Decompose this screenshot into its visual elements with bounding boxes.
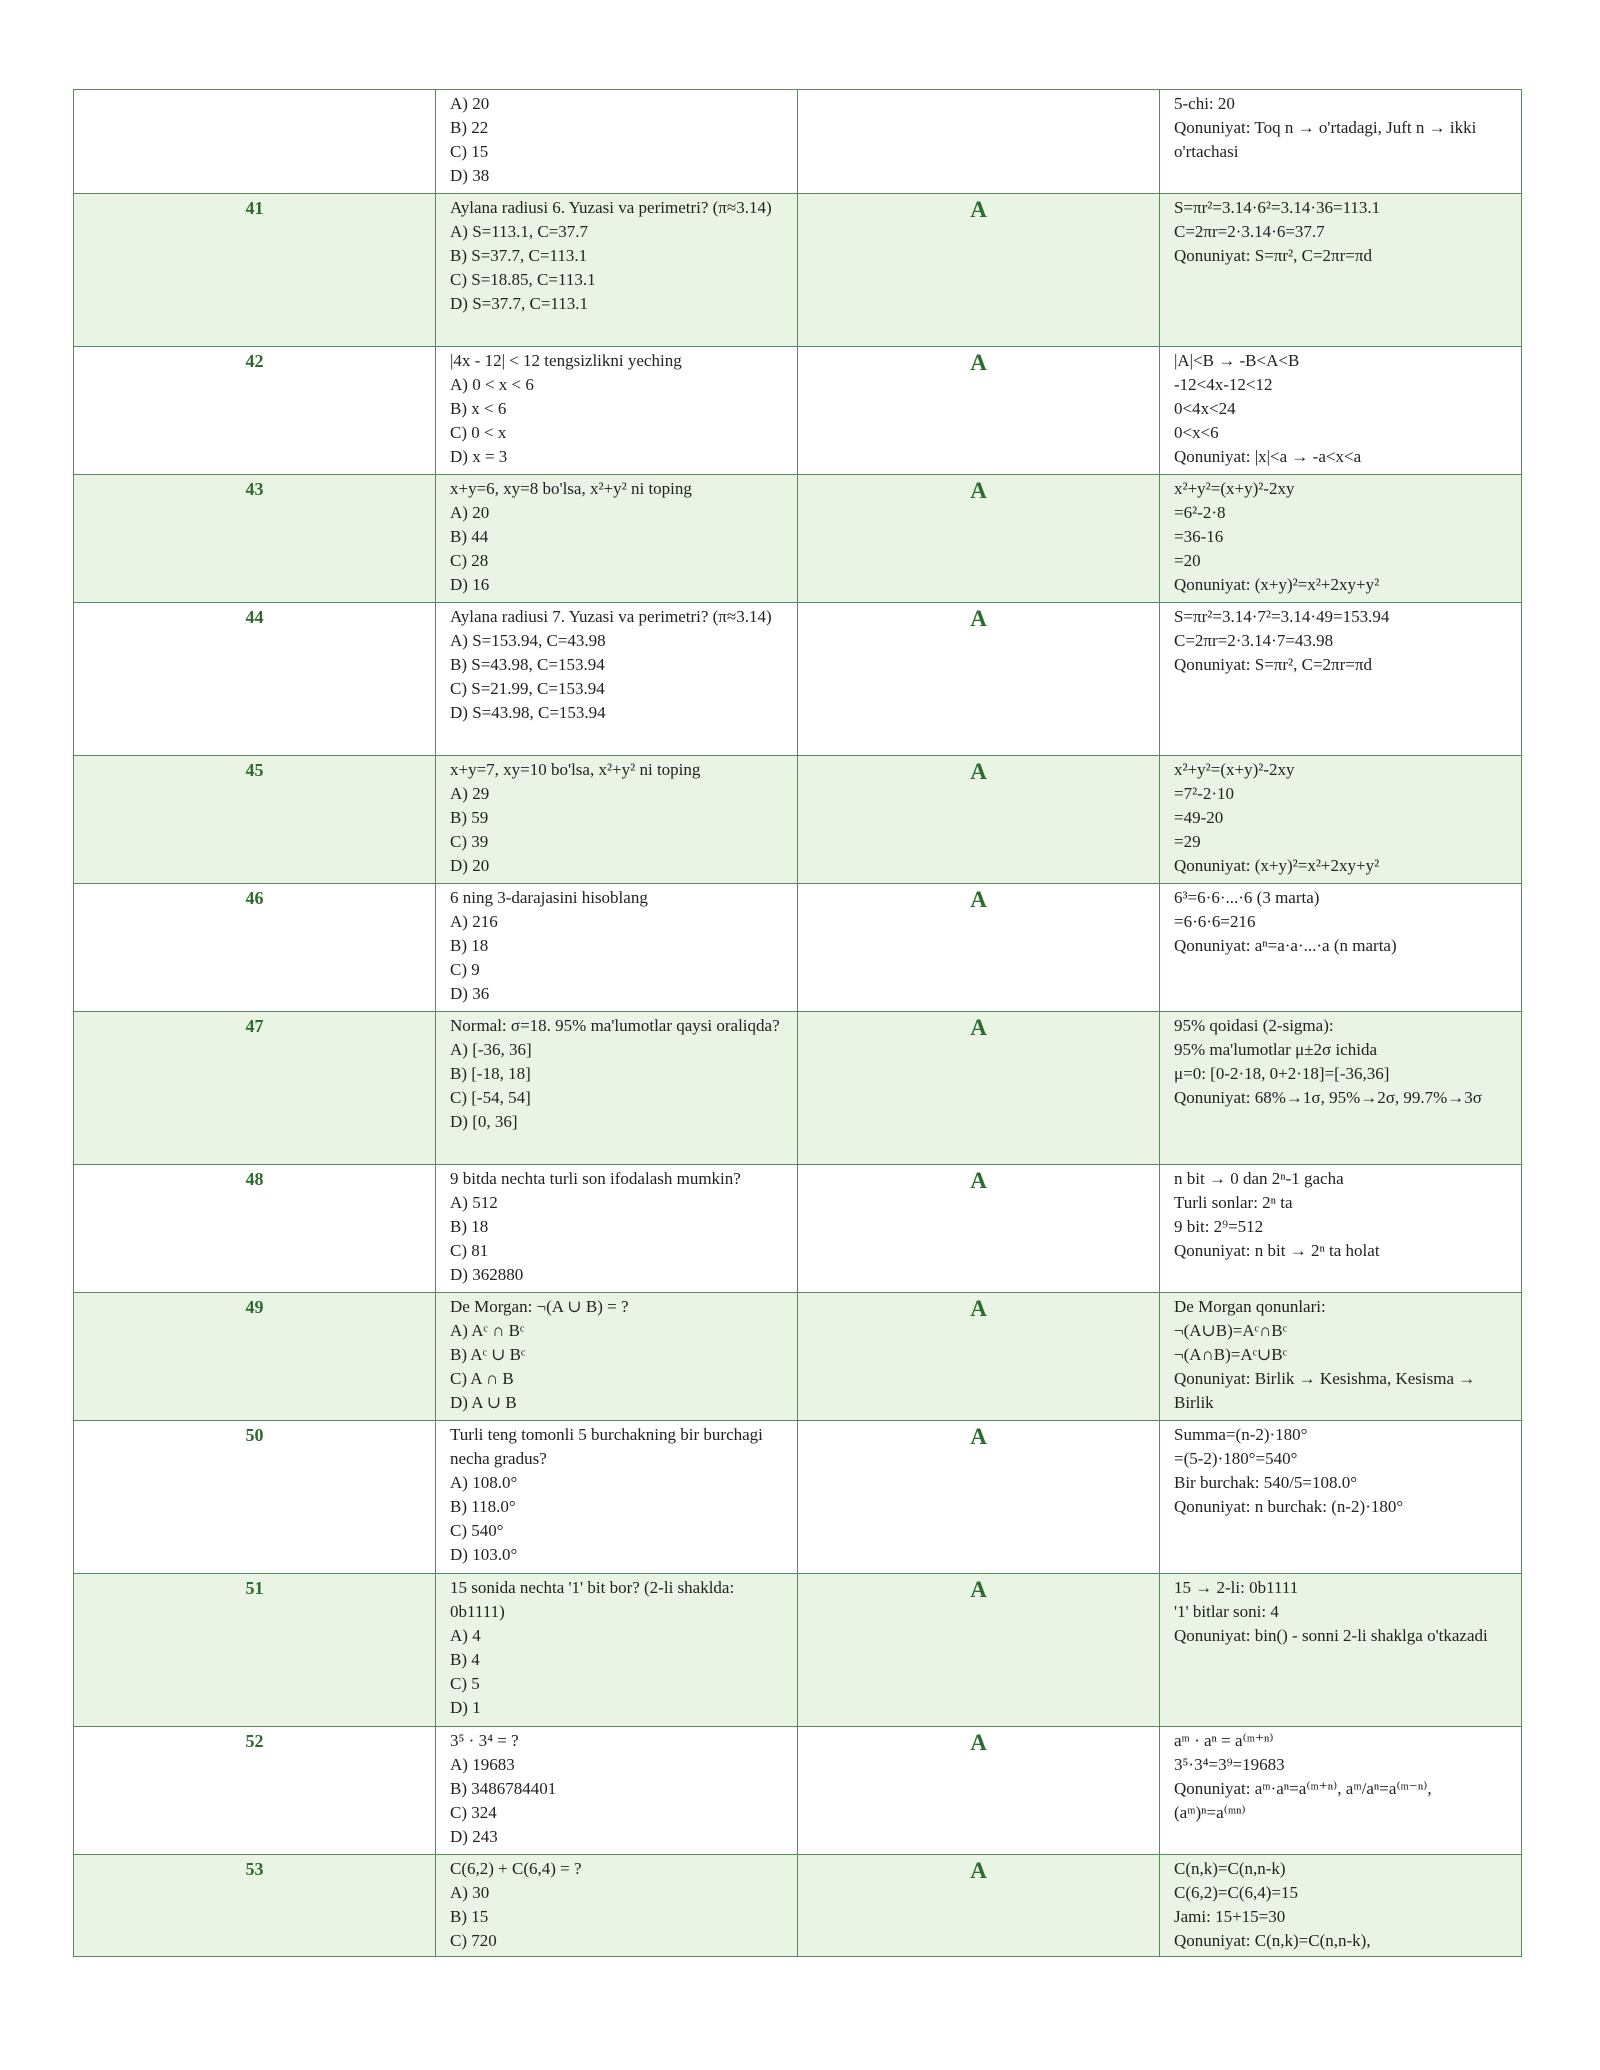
solution-cell [1160, 475, 1522, 603]
table-row [74, 1855, 1522, 1957]
solution-cell [1160, 1574, 1522, 1727]
table-row [74, 194, 1522, 347]
table-row [74, 756, 1522, 884]
question-number: 49 [74, 1293, 436, 1421]
question-cell [436, 1012, 798, 1165]
solution-line: Qonuniyat: (x+y)²=x²+2xy+y² [1174, 856, 1380, 875]
solution-line: Qonuniyat: aⁿ=a·a·...·a (n marta) [1174, 936, 1397, 955]
question-cell [436, 1574, 798, 1727]
question-text: 6 ning 3-darajasini hisoblang [450, 888, 648, 907]
option-line: B) 22 [450, 118, 489, 137]
solution-cell [1160, 1165, 1522, 1293]
question-number: 45 [74, 756, 436, 884]
solution-line: 95% ma'lumotlar μ±2σ ichida [1174, 1040, 1377, 1059]
option-line: B) Aᶜ ∪ Bᶜ [450, 1345, 526, 1364]
solution-line: Qonuniyat: bin() - sonni 2-li shaklga o'tkazadi [1174, 1626, 1488, 1645]
question-number: 50 [74, 1421, 436, 1574]
option-line: A) 19683 [450, 1755, 515, 1774]
solution-line: '1' bitlar soni: 4 [1174, 1602, 1279, 1621]
table-row [74, 1165, 1522, 1293]
solution-cell [1160, 1421, 1522, 1574]
option-line: C) 9 [450, 960, 480, 979]
question-number: 44 [74, 603, 436, 756]
option-line: A) 216 [450, 912, 498, 931]
option-line: D) S=43.98, C=153.94 [450, 703, 606, 722]
option-line: C) S=18.85, C=113.1 [450, 270, 596, 289]
question-cell [436, 475, 798, 603]
question-number: 42 [74, 347, 436, 475]
solution-line: 15 → 2-li: 0b1111 [1174, 1578, 1299, 1597]
solution-line: =6·6·6=216 [1174, 912, 1256, 931]
answer-letter: A [798, 1421, 1160, 1574]
question-cell [436, 884, 798, 1012]
solution-line: Qonuniyat: C(n,k)=C(n,n-k), [1174, 1931, 1371, 1950]
option-line: A) 20 [450, 94, 490, 113]
option-line: D) x = 3 [450, 447, 508, 466]
solution-line: x²+y²=(x+y)²-2xy [1174, 479, 1295, 498]
question-text: Turli teng tomonli 5 burchakning bir burchagi necha gradus? [450, 1425, 763, 1468]
answer-letter: A [798, 194, 1160, 347]
answer-letter: A [798, 475, 1160, 603]
solution-line: =36-16 [1174, 527, 1224, 546]
solution-line: -12<4x-12<12 [1174, 375, 1273, 394]
solution-cell [1160, 1293, 1522, 1421]
option-line: A) 30 [450, 1883, 490, 1902]
option-line: D) A ∪ B [450, 1393, 517, 1412]
solution-line: Qonuniyat: S=πr², C=2πr=πd [1174, 246, 1372, 265]
solution-line: =29 [1174, 832, 1201, 851]
question-text: Aylana radiusi 6. Yuzasi va perimetri? (π≈3.14) [450, 198, 772, 217]
option-line: B) 118.0° [450, 1497, 516, 1516]
option-line: B) [-18, 18] [450, 1064, 531, 1083]
answer-letter [798, 90, 1160, 194]
question-number: 41 [74, 194, 436, 347]
solution-line: Qonuniyat: (x+y)²=x²+2xy+y² [1174, 575, 1380, 594]
table-row [74, 1727, 1522, 1855]
question-text: |4x - 12| < 12 tengsizlikni yeching [450, 351, 682, 370]
question-text: x+y=7, xy=10 bo'lsa, x²+y² ni toping [450, 760, 701, 779]
table-row [74, 1293, 1522, 1421]
option-line: B) 44 [450, 527, 489, 546]
question-cell [436, 603, 798, 756]
option-line: C) [-54, 54] [450, 1088, 531, 1107]
solution-line: 95% qoidasi (2-sigma): [1174, 1016, 1334, 1035]
solution-cell [1160, 884, 1522, 1012]
option-line: C) 15 [450, 142, 489, 161]
option-line: A) 0 < x < 6 [450, 375, 534, 394]
solution-line: μ=0: [0-2·18, 0+2·18]=[-36,36] [1174, 1064, 1390, 1083]
option-line: A) 108.0° [450, 1473, 518, 1492]
solution-line: S=πr²=3.14·7²=3.14·49=153.94 [1174, 607, 1390, 626]
option-line: C) 5 [450, 1674, 480, 1693]
question-text: C(6,2) + C(6,4) = ? [450, 1859, 582, 1878]
question-cell [436, 1293, 798, 1421]
solution-line: Qonuniyat: n bit → 2ⁿ ta holat [1174, 1241, 1380, 1260]
question-cell [436, 194, 798, 347]
question-cell [436, 1727, 798, 1855]
solution-cell [1160, 756, 1522, 884]
question-text: De Morgan: ¬(A ∪ B) = ? [450, 1297, 629, 1316]
option-line: D) 243 [450, 1827, 498, 1846]
solution-line: 5-chi: 20 [1174, 94, 1235, 113]
solution-line: C(6,2)=C(6,4)=15 [1174, 1883, 1298, 1902]
option-line: D) 1 [450, 1698, 481, 1717]
option-line: D) 362880 [450, 1265, 524, 1284]
answer-letter: A [798, 884, 1160, 1012]
option-line: D) 20 [450, 856, 490, 875]
option-line: C) 720 [450, 1931, 497, 1950]
solution-line: Jami: 15+15=30 [1174, 1907, 1286, 1926]
option-line: D) 103.0° [450, 1545, 518, 1564]
question-text: Normal: σ=18. 95% ma'lumotlar qaysi oraliqda? [450, 1016, 780, 1035]
question-text: Aylana radiusi 7. Yuzasi va perimetri? (π≈3.14) [450, 607, 772, 626]
option-line: B) S=43.98, C=153.94 [450, 655, 605, 674]
solution-line: n bit → 0 dan 2ⁿ-1 gacha [1174, 1169, 1344, 1188]
answer-letter: A [798, 1855, 1160, 1957]
table-row [74, 347, 1522, 475]
option-line: A) 20 [450, 503, 490, 522]
questions-table-body [74, 90, 1522, 1957]
solution-line: Qonuniyat: Toq n → o'rtadagi, Juft n → ikki o'rtachasi [1174, 118, 1477, 161]
answer-letter: A [798, 1012, 1160, 1165]
question-cell [436, 347, 798, 475]
solution-line: =6²-2·8 [1174, 503, 1226, 522]
solution-line: =(5-2)·180°=540° [1174, 1449, 1298, 1468]
option-line: D) S=37.7, C=113.1 [450, 294, 589, 313]
option-line: D) 38 [450, 166, 490, 185]
solution-line: C=2πr=2·3.14·7=43.98 [1174, 631, 1334, 650]
table-row [74, 603, 1522, 756]
solution-line: Qonuniyat: 68%→1σ, 95%→2σ, 99.7%→3σ [1174, 1088, 1482, 1107]
table-row [74, 475, 1522, 603]
question-text: 9 bitda nechta turli son ifodalash mumkin? [450, 1169, 741, 1188]
question-number: 51 [74, 1574, 436, 1727]
option-line: B) 18 [450, 936, 489, 955]
solution-line: C(n,k)=C(n,n-k) [1174, 1859, 1286, 1878]
question-cell [436, 1421, 798, 1574]
option-line: A) S=153.94, C=43.98 [450, 631, 606, 650]
solution-line: aᵐ · aⁿ = a⁽ᵐ⁺ⁿ⁾ [1174, 1731, 1274, 1750]
option-line: B) S=37.7, C=113.1 [450, 246, 588, 265]
question-number: 48 [74, 1165, 436, 1293]
solution-cell [1160, 1012, 1522, 1165]
answer-letter: A [798, 1165, 1160, 1293]
solution-line: C=2πr=2·3.14·6=37.7 [1174, 222, 1325, 241]
solution-line: |A|<B → -B<A<B [1174, 351, 1300, 370]
question-number [74, 90, 436, 194]
table-row [74, 1421, 1522, 1574]
option-line: C) 39 [450, 832, 489, 851]
option-line: A) Aᶜ ∩ Bᶜ [450, 1321, 525, 1340]
answer-letter: A [798, 347, 1160, 475]
solution-line: ¬(A∩B)=Aᶜ∪Bᶜ [1174, 1345, 1287, 1364]
answer-letter: A [798, 756, 1160, 884]
option-line: C) 81 [450, 1241, 489, 1260]
table-row [74, 884, 1522, 1012]
answer-letter: A [798, 1574, 1160, 1727]
question-cell [436, 756, 798, 884]
option-line: C) A ∩ B [450, 1369, 514, 1388]
option-line: A) S=113.1, C=37.7 [450, 222, 589, 241]
solution-line: 3⁵·3⁴=3⁹=19683 [1174, 1755, 1285, 1774]
table-row [74, 1012, 1522, 1165]
solution-cell [1160, 194, 1522, 347]
question-cell [436, 90, 798, 194]
option-line: A) 512 [450, 1193, 498, 1212]
option-line: B) 18 [450, 1217, 489, 1236]
solution-line: 0<x<6 [1174, 423, 1219, 442]
question-number: 46 [74, 884, 436, 1012]
option-line: C) 28 [450, 551, 489, 570]
question-cell [436, 1855, 798, 1957]
question-number: 52 [74, 1727, 436, 1855]
option-line: D) 16 [450, 575, 490, 594]
solution-line: Qonuniyat: |x|<a → -a<x<a [1174, 447, 1362, 466]
solution-line: De Morgan qonunlari: [1174, 1297, 1326, 1316]
solution-cell [1160, 1855, 1522, 1957]
option-line: C) 0 < x [450, 423, 507, 442]
solution-line: Turli sonlar: 2ⁿ ta [1174, 1193, 1293, 1212]
solution-line: Qonuniyat: S=πr², C=2πr=πd [1174, 655, 1372, 674]
option-line: C) S=21.99, C=153.94 [450, 679, 605, 698]
question-text: 15 sonida nechta '1' bit bor? (2-li shaklda: 0b1111) [450, 1578, 735, 1621]
solution-line: Qonuniyat: Birlik → Kesishma, Kesisma → Birlik [1174, 1369, 1476, 1412]
option-line: B) 4 [450, 1650, 480, 1669]
option-line: B) 15 [450, 1907, 489, 1926]
solution-line: x²+y²=(x+y)²-2xy [1174, 760, 1295, 779]
option-line: D) 36 [450, 984, 490, 1003]
solution-line: =7²-2·10 [1174, 784, 1235, 803]
table-row [74, 90, 1522, 194]
option-line: B) 59 [450, 808, 489, 827]
option-line: A) 4 [450, 1626, 481, 1645]
solution-cell [1160, 347, 1522, 475]
question-number: 53 [74, 1855, 436, 1957]
solution-line: 9 bit: 2⁹=512 [1174, 1217, 1264, 1236]
option-line: A) [-36, 36] [450, 1040, 532, 1059]
option-line: B) 3486784401 [450, 1779, 557, 1798]
solution-line: S=πr²=3.14·6²=3.14·36=113.1 [1174, 198, 1381, 217]
solution-line: Summa=(n-2)·180° [1174, 1425, 1308, 1444]
answer-letter: A [798, 1293, 1160, 1421]
questions-table [73, 89, 1522, 1957]
solution-cell [1160, 1727, 1522, 1855]
solution-line: Qonuniyat: n burchak: (n-2)·180° [1174, 1497, 1404, 1516]
answer-letter: A [798, 603, 1160, 756]
answer-letter: A [798, 1727, 1160, 1855]
solution-line: ¬(A∪B)=Aᶜ∩Bᶜ [1174, 1321, 1287, 1340]
option-line: C) 540° [450, 1521, 504, 1540]
question-number: 47 [74, 1012, 436, 1165]
question-text: x+y=6, xy=8 bo'lsa, x²+y² ni toping [450, 479, 692, 498]
question-cell [436, 1165, 798, 1293]
question-text: 3⁵ · 3⁴ = ? [450, 1731, 519, 1750]
option-line: D) [0, 36] [450, 1112, 518, 1131]
solution-cell [1160, 603, 1522, 756]
option-line: A) 29 [450, 784, 490, 803]
solution-line: =49-20 [1174, 808, 1224, 827]
question-number: 43 [74, 475, 436, 603]
solution-line: 0<4x<24 [1174, 399, 1236, 418]
option-line: C) 324 [450, 1803, 497, 1822]
solution-line: Qonuniyat: aᵐ·aⁿ=a⁽ᵐ⁺ⁿ⁾, aᵐ/aⁿ=a⁽ᵐ⁻ⁿ⁾, (aᵐ)ⁿ=a⁽ᵐⁿ⁾ [1174, 1779, 1432, 1822]
solution-line: Bir burchak: 540/5=108.0° [1174, 1473, 1358, 1492]
solution-line: =20 [1174, 551, 1201, 570]
option-line: B) x < 6 [450, 399, 507, 418]
table-row [74, 1574, 1522, 1727]
solution-cell [1160, 90, 1522, 194]
solution-line: 6³=6·6·...·6 (3 marta) [1174, 888, 1320, 907]
